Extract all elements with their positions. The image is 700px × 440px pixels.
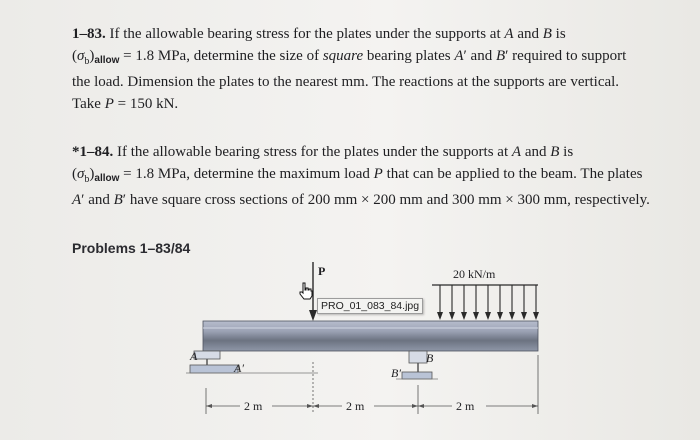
problem-1-83-line-3: the load. Dimension the plates to the nearest mm. The reactions at the supports are vertical. <box>72 74 620 90</box>
problem-1-83-line-1: 1–83. If the allowable bearing stress for the plates under the supports at A and B is <box>72 26 566 42</box>
distributed-load-arrowhead-6 <box>497 312 503 320</box>
file-name-tag: PRO_01_083_84.jpg <box>317 298 423 314</box>
problem-1-84-line-3: A′ and B′ have square cross sections of 200 mm × 200 mm and 300 mm × 300 mm, respectively. <box>72 192 650 208</box>
distributed-load-arrowhead-1 <box>437 312 443 320</box>
problem-1-83-line-4: Take P = 150 kN. <box>72 95 179 112</box>
distributed-load-arrowhead-5 <box>485 312 491 320</box>
distributed-load-arrowhead-9 <box>533 312 539 320</box>
distributed-load-arrows <box>437 285 539 320</box>
support-a <box>186 351 318 373</box>
distributed-load-arrowhead-2 <box>449 312 455 320</box>
distributed-load-arrowhead-8 <box>521 312 527 320</box>
problem-1-83-line-2: $(\sigma_b)_{allow} = 1.8$ MPa, determine the size of square bearing plates A′ and B′ required to support <box>72 47 627 67</box>
problem-1-83-number: 1–83. <box>72 26 106 42</box>
dimension-label-1: 2 m <box>244 399 263 413</box>
dimension-label-2: 2 m <box>346 399 365 413</box>
support-b-plate <box>409 351 427 363</box>
distributed-load-arrowhead-3 <box>461 312 467 320</box>
distributed-load-arrowhead-4 <box>473 312 479 320</box>
support-a-plate <box>194 351 220 359</box>
problem-1-84-number: *1–84. <box>72 144 114 160</box>
label-p: P <box>318 264 326 278</box>
label-distributed-load: 20 kN/m <box>453 267 496 281</box>
beam <box>203 321 538 351</box>
dimension-label-3: 2 m <box>456 399 475 413</box>
problems-heading: Problems 1–83/84 <box>72 240 191 256</box>
label-a: A <box>190 349 198 363</box>
plate-b <box>402 372 432 379</box>
problem-1-84-line-1: *1–84. If the allowable bearing stress for the plates under the supports at A and B is <box>72 144 574 160</box>
label-b-prime: B′ <box>391 366 401 380</box>
hand-cursor-icon <box>298 282 314 300</box>
distributed-load-arrowhead-7 <box>509 312 515 320</box>
problem-1-84-line-2: $(\sigma_b)_{allow} = 1.8$ MPa, determine the maximum load P that can be applied to the beam. The plates <box>72 165 643 185</box>
plate-a <box>190 365 238 373</box>
label-a-prime: A′ <box>234 361 244 375</box>
distributed-load <box>432 285 539 320</box>
label-b: B <box>426 351 434 365</box>
